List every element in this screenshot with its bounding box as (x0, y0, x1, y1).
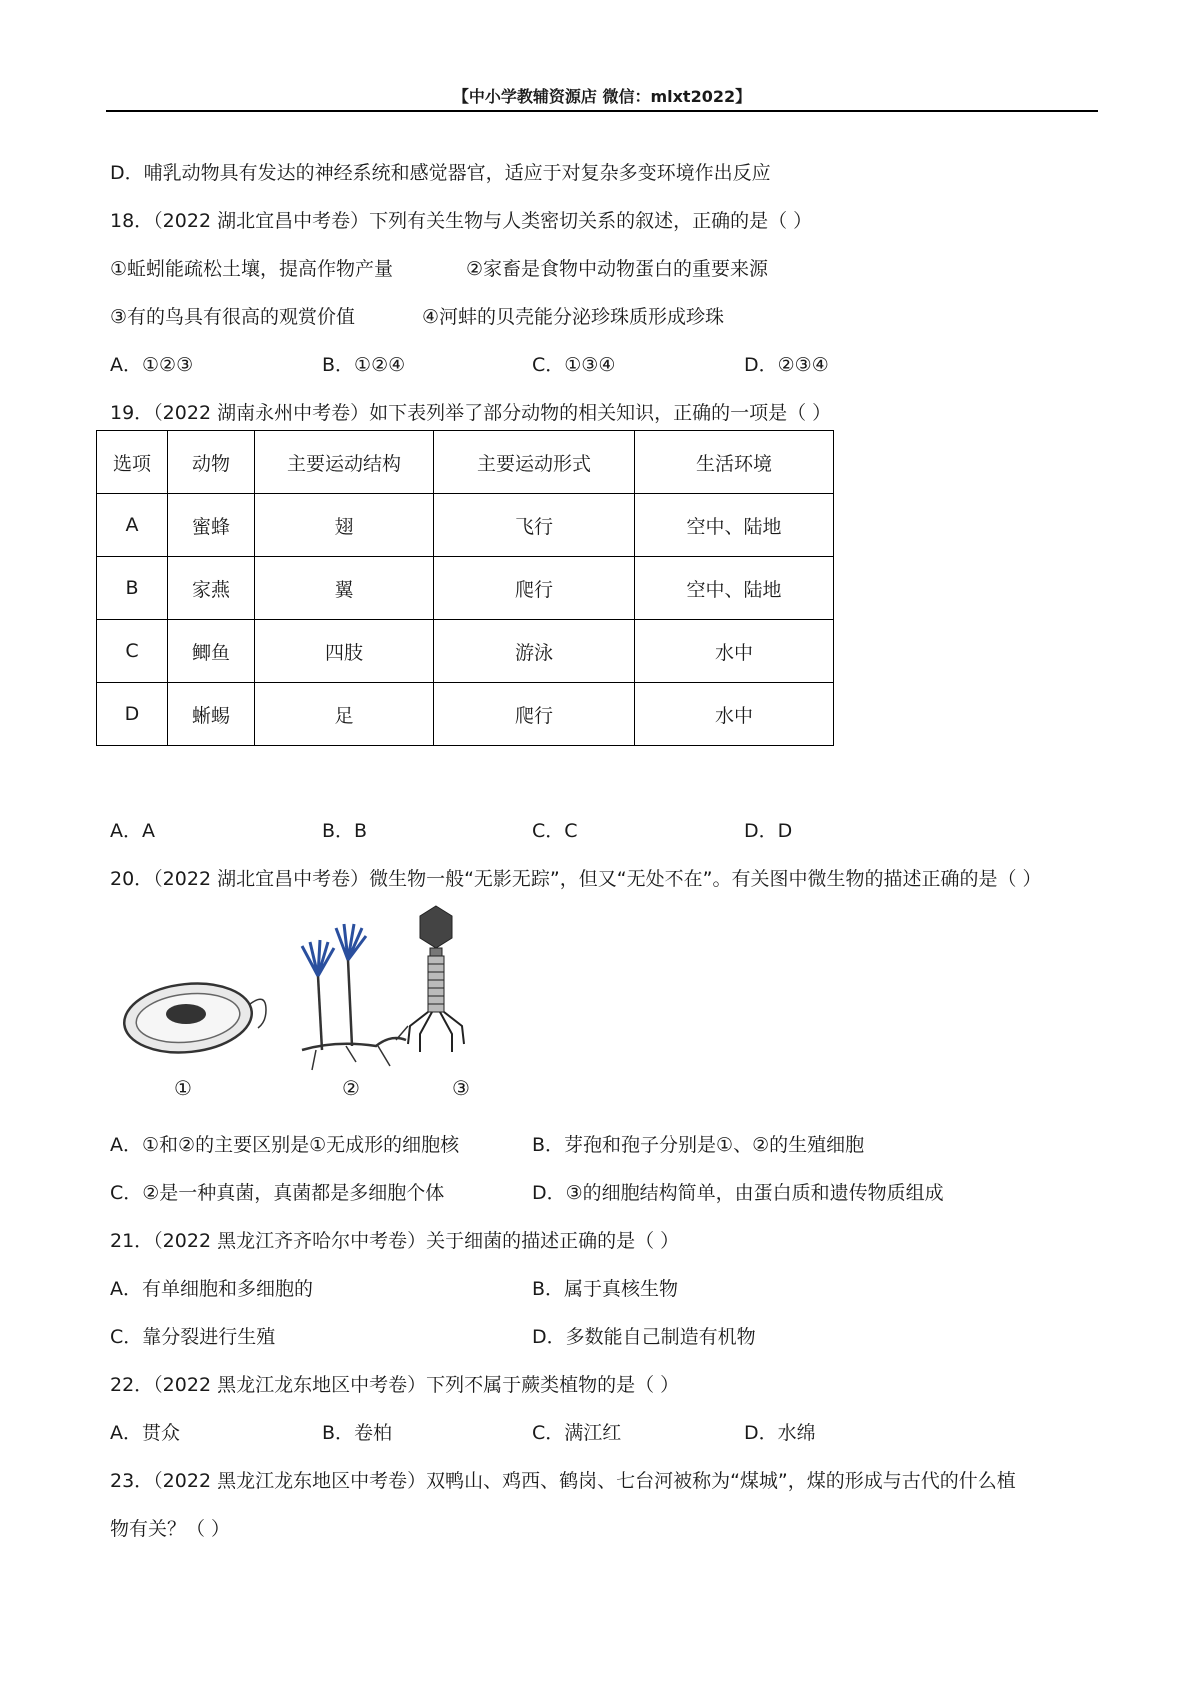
table-row (97, 557, 834, 620)
table-cell: 翼 (255, 557, 434, 620)
q21-option-b: B．属于真核生物 (532, 1278, 679, 1300)
table-cell: B (97, 557, 168, 620)
bacteriophage-drawing (408, 906, 464, 1052)
q22-option-a: A．贯众 (110, 1422, 180, 1444)
table-cell: 爬行 (434, 683, 635, 746)
q18-statement-2: ②家畜是食物中动物蛋白的重要来源 (466, 258, 769, 280)
figure-label-3: ③ (452, 1076, 470, 1100)
table-cell: 水中 (635, 620, 834, 683)
q22-option-b: B．卷柏 (322, 1422, 393, 1444)
table-row (97, 620, 834, 683)
table-header-cell: 动物 (168, 431, 255, 494)
table-cell: 四肢 (255, 620, 434, 683)
table-cell: A (97, 494, 168, 557)
q23-stem-line1: 23．（2022 黑龙江龙东地区中考卷）双鸭山、鸡西、鹤岗、七台河被称为“煤城”，煤的形成与古代的什么植 (110, 1470, 1016, 1492)
table-cell: 空中、陆地 (635, 494, 834, 557)
q19-option-b: B．B (322, 820, 368, 842)
q20-option-d: D．③的细胞结构简单，由蛋白质和遗传物质组成 (532, 1182, 944, 1204)
q17-option-d: D．哺乳动物具有发达的神经系统和感觉器官，适应于对复杂多变环境作出反应 (110, 162, 771, 184)
table-header-cell: 主要运动结构 (255, 431, 434, 494)
bacterium-drawing (121, 977, 266, 1058)
q18-option-a: A．①②③ (110, 354, 194, 376)
page-header: 【中小学教辅资源店 微信：mlxt2022】 (452, 87, 752, 106)
figure-label-2: ② (342, 1076, 360, 1100)
q19-table (96, 430, 834, 746)
q18-option-c: C．①③④ (532, 354, 616, 376)
q23-stem-line2: 物有关？（ ） (110, 1518, 231, 1540)
q19-option-a: A．A (110, 820, 155, 842)
table-cell: 鲫鱼 (168, 620, 255, 683)
q18-option-d: D．②③④ (744, 354, 829, 376)
q21-option-a: A．有单细胞和多细胞的 (110, 1278, 313, 1300)
q21-option-c: C．靠分裂进行生殖 (110, 1326, 276, 1348)
q21-stem: 21．（2022 黑龙江齐齐哈尔中考卷）关于细菌的描述正确的是（ ） (110, 1230, 680, 1252)
q20-option-b: B．芽孢和孢子分别是①、②的生殖细胞 (532, 1134, 865, 1156)
q20-option-a: A．①和②的主要区别是①无成形的细胞核 (110, 1134, 460, 1156)
q20-stem: 20．（2022 湖北宜昌中考卷）微生物一般“无影无踪”，但又“无处不在”。有关图中微生物的描述正确的是（ ） (110, 868, 1042, 890)
table-cell: 翅 (255, 494, 434, 557)
microbe-figures (116, 900, 516, 1100)
microbe-illustration (116, 900, 516, 1100)
header-divider (106, 110, 1098, 112)
q19-stem: 19．（2022 湖南永州中考卷）如下表列举了部分动物的相关知识，正确的一项是（ ） (110, 402, 832, 424)
q18-statement-4: ④河蚌的贝壳能分泌珍珠质形成珍珠 (422, 306, 725, 328)
table-cell: 蜥蜴 (168, 683, 255, 746)
table-row (97, 494, 834, 557)
table-cell: 爬行 (434, 557, 635, 620)
table-cell: 游泳 (434, 620, 635, 683)
table-cell: 水中 (635, 683, 834, 746)
table-cell: 家燕 (168, 557, 255, 620)
table-cell: D (97, 683, 168, 746)
table-cell: 空中、陆地 (635, 557, 834, 620)
table-cell: 足 (255, 683, 434, 746)
q19-option-c: C．C (532, 820, 578, 842)
q22-stem: 22．（2022 黑龙江龙东地区中考卷）下列不属于蕨类植物的是（ ） (110, 1374, 680, 1396)
figure-label-1: ① (174, 1076, 192, 1100)
q22-option-d: D．水绵 (744, 1422, 816, 1444)
q22-option-c: C．满江红 (532, 1422, 622, 1444)
table-header-cell: 选项 (97, 431, 168, 494)
table-header-row (97, 431, 834, 494)
q18-option-b: B．①②④ (322, 354, 406, 376)
q21-option-d: D．多数能自己制造有机物 (532, 1326, 756, 1348)
mold-drawing (302, 924, 408, 1070)
table-cell: C (97, 620, 168, 683)
table-cell: 飞行 (434, 494, 635, 557)
table-header-cell: 生活环境 (635, 431, 834, 494)
q18-statement-1: ①蚯蚓能疏松土壤，提高作物产量 (110, 258, 394, 280)
table-header-cell: 主要运动形式 (434, 431, 635, 494)
q19-option-d: D．D (744, 820, 793, 842)
q20-option-c: C．②是一种真菌，真菌都是多细胞个体 (110, 1182, 445, 1204)
q18-statement-3: ③有的鸟具有很高的观赏价值 (110, 306, 356, 328)
table-cell: 蜜蜂 (168, 494, 255, 557)
q18-stem: 18．（2022 湖北宜昌中考卷）下列有关生物与人类密切关系的叙述，正确的是（ ） (110, 210, 813, 232)
table-row (97, 683, 834, 746)
